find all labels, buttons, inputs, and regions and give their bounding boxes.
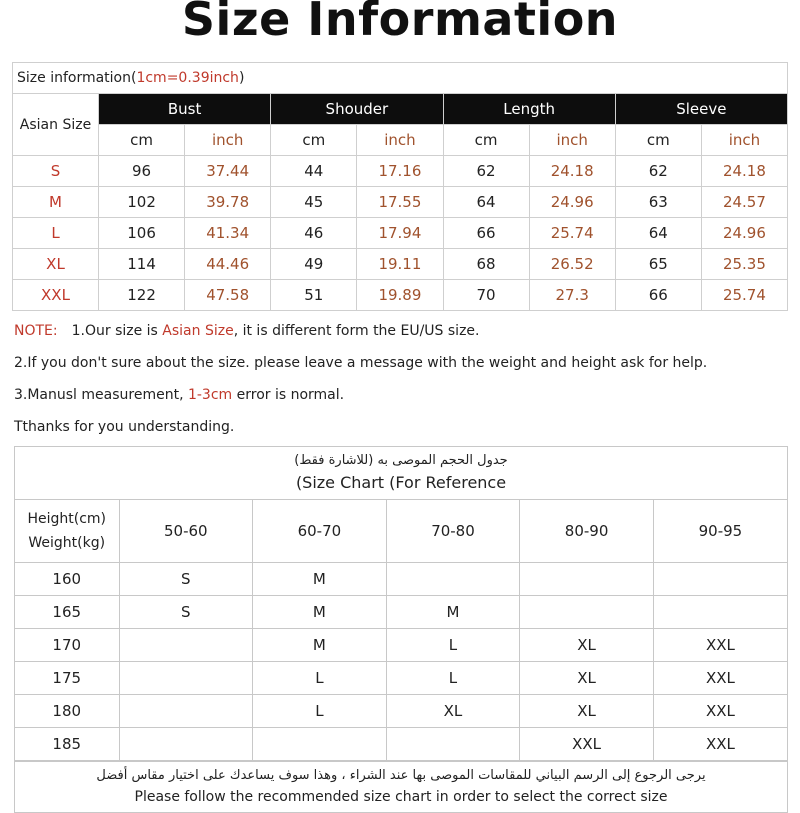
size-table-section bbox=[12, 62, 788, 311]
reference-title-english: (Size Chart (For Reference bbox=[295, 473, 507, 492]
height-cell: 180 bbox=[15, 695, 119, 728]
footer-english: Please follow the recommended size chart in order to select the correct size bbox=[134, 789, 668, 805]
shoulder-cm-cell: 51 bbox=[271, 280, 357, 311]
length-inch-cell: 24.96 bbox=[529, 187, 615, 218]
shoulder-cm-cell: 46 bbox=[271, 218, 357, 249]
size-cell: XXL bbox=[13, 280, 99, 311]
unit-cm: cm bbox=[99, 125, 185, 156]
recommended-size-cell bbox=[520, 596, 654, 629]
reference-chart-footer bbox=[15, 761, 787, 812]
length-inch-cell: 27.3 bbox=[529, 280, 615, 311]
recommended-size-cell: XXL bbox=[653, 629, 787, 662]
shoulder-inch-cell: 19.11 bbox=[357, 249, 443, 280]
reference-chart-section bbox=[14, 446, 788, 813]
bust-inch-cell: 39.78 bbox=[185, 187, 271, 218]
recommended-size-cell: L bbox=[253, 695, 387, 728]
bust-cm-cell: 102 bbox=[99, 187, 185, 218]
unit-cm: cm bbox=[271, 125, 357, 156]
sleeve-cm-cell: 65 bbox=[615, 249, 701, 280]
recommended-size-cell: L bbox=[386, 629, 520, 662]
recommended-size-cell bbox=[119, 662, 253, 695]
height-label: Height(cm) bbox=[27, 511, 107, 527]
reference-row bbox=[15, 563, 787, 596]
note-3-prefix: 3.Manusl measurement, bbox=[14, 387, 188, 403]
bust-cm-cell: 96 bbox=[99, 156, 185, 187]
size-table-row bbox=[13, 218, 788, 249]
recommended-size-cell bbox=[253, 728, 387, 761]
sleeve-header: Sleeve bbox=[615, 94, 787, 125]
recommended-size-cell: S bbox=[119, 596, 253, 629]
note-3-highlight: 1-3cm bbox=[187, 387, 233, 403]
recommended-size-cell: M bbox=[253, 629, 387, 662]
size-table-row bbox=[13, 280, 788, 311]
recommended-size-cell: M bbox=[386, 596, 520, 629]
recommended-size-cell bbox=[119, 629, 253, 662]
sleeve-inch-cell: 25.74 bbox=[701, 280, 787, 311]
caption-prefix: Size information( bbox=[17, 70, 137, 86]
shoulder-header: Shouder bbox=[271, 94, 443, 125]
length-cm-cell: 62 bbox=[443, 156, 529, 187]
reference-row bbox=[15, 662, 787, 695]
shoulder-inch-cell: 17.94 bbox=[357, 218, 443, 249]
recommended-size-cell: XL bbox=[520, 662, 654, 695]
weight-range: 80-90 bbox=[520, 500, 654, 563]
recommended-size-cell: XXL bbox=[520, 728, 654, 761]
recommended-size-cell: XL bbox=[386, 695, 520, 728]
bust-header: Bust bbox=[99, 94, 271, 125]
bust-cm-cell: 114 bbox=[99, 249, 185, 280]
length-cm-cell: 70 bbox=[443, 280, 529, 311]
sleeve-cm-cell: 62 bbox=[615, 156, 701, 187]
size-table bbox=[12, 93, 788, 311]
recommended-size-cell bbox=[653, 596, 787, 629]
reference-row bbox=[15, 728, 787, 761]
height-cell: 185 bbox=[15, 728, 119, 761]
footer-arabic: يرجى الرجوع إلى الرسم البياني للمقاسات الموصى بها عند الشراء ، وهذا سوف يساعدك على اختيار مقاس أفضل bbox=[96, 768, 706, 783]
length-cm-cell: 68 bbox=[443, 249, 529, 280]
asian-size-header: Asian Size bbox=[13, 94, 99, 156]
shoulder-cm-cell: 45 bbox=[271, 187, 357, 218]
weight-label: Weight(kg) bbox=[28, 535, 106, 551]
note-3-suffix: error is normal. bbox=[232, 387, 345, 403]
notes-section bbox=[14, 318, 790, 446]
weight-range: 50-60 bbox=[119, 500, 253, 563]
recommended-size-cell bbox=[119, 695, 253, 728]
recommended-size-cell: M bbox=[253, 563, 387, 596]
note-label: NOTE: bbox=[14, 323, 58, 339]
bust-cm-cell: 122 bbox=[99, 280, 185, 311]
sleeve-inch-cell: 24.96 bbox=[701, 218, 787, 249]
bust-cm-cell: 106 bbox=[99, 218, 185, 249]
shoulder-inch-cell: 19.89 bbox=[357, 280, 443, 311]
length-cm-cell: 66 bbox=[443, 218, 529, 249]
note-1-prefix: 1.Our size is bbox=[71, 323, 163, 339]
weight-range: 90-95 bbox=[653, 500, 787, 563]
thanks-text: Tthanks for you understanding. bbox=[14, 419, 235, 435]
unit-cm: cm bbox=[443, 125, 529, 156]
bust-inch-cell: 37.44 bbox=[185, 156, 271, 187]
sleeve-inch-cell: 24.57 bbox=[701, 187, 787, 218]
recommended-size-cell bbox=[119, 728, 253, 761]
size-cell: L bbox=[13, 218, 99, 249]
reference-row bbox=[15, 629, 787, 662]
length-header: Length bbox=[443, 94, 615, 125]
note-1-suffix: , it is different form the EU/US size. bbox=[233, 323, 480, 339]
weight-range: 60-70 bbox=[253, 500, 387, 563]
sleeve-cm-cell: 63 bbox=[615, 187, 701, 218]
weight-range: 70-80 bbox=[386, 500, 520, 563]
shoulder-cm-cell: 44 bbox=[271, 156, 357, 187]
reference-chart-table bbox=[15, 500, 787, 761]
recommended-size-cell: XXL bbox=[653, 662, 787, 695]
height-cell: 165 bbox=[15, 596, 119, 629]
size-cell: S bbox=[13, 156, 99, 187]
recommended-size-cell: XL bbox=[520, 629, 654, 662]
recommended-size-cell: L bbox=[386, 662, 520, 695]
recommended-size-cell bbox=[386, 728, 520, 761]
note-1 bbox=[14, 318, 790, 350]
reference-chart-header bbox=[15, 447, 787, 500]
note-3 bbox=[14, 382, 790, 414]
unit-inch: inch bbox=[185, 125, 271, 156]
page-title: Size Information bbox=[181, 0, 619, 46]
length-inch-cell: 25.74 bbox=[529, 218, 615, 249]
recommended-size-cell: XXL bbox=[653, 695, 787, 728]
reference-row bbox=[15, 596, 787, 629]
size-cell: XL bbox=[13, 249, 99, 280]
length-cm-cell: 64 bbox=[443, 187, 529, 218]
recommended-size-cell bbox=[653, 563, 787, 596]
sleeve-cm-cell: 64 bbox=[615, 218, 701, 249]
bust-inch-cell: 47.58 bbox=[185, 280, 271, 311]
shoulder-inch-cell: 17.16 bbox=[357, 156, 443, 187]
size-table-caption bbox=[12, 62, 788, 93]
length-inch-cell: 26.52 bbox=[529, 249, 615, 280]
unit-inch: inch bbox=[357, 125, 443, 156]
recommended-size-cell bbox=[386, 563, 520, 596]
size-table-row bbox=[13, 187, 788, 218]
shoulder-inch-cell: 17.55 bbox=[357, 187, 443, 218]
unit-inch: inch bbox=[701, 125, 787, 156]
height-cell: 160 bbox=[15, 563, 119, 596]
height-cell: 170 bbox=[15, 629, 119, 662]
sleeve-inch-cell: 24.18 bbox=[701, 156, 787, 187]
sleeve-cm-cell: 66 bbox=[615, 280, 701, 311]
recommended-size-cell: XXL bbox=[653, 728, 787, 761]
bust-inch-cell: 44.46 bbox=[185, 249, 271, 280]
reference-title-arabic: جدول الحجم الموصى به (للاشارة فقط) bbox=[294, 453, 508, 468]
recommended-size-cell: XL bbox=[520, 695, 654, 728]
height-cell: 175 bbox=[15, 662, 119, 695]
sleeve-inch-cell: 25.35 bbox=[701, 249, 787, 280]
reference-row bbox=[15, 695, 787, 728]
size-table-row bbox=[13, 249, 788, 280]
caption-conversion: 1cm=0.39inch bbox=[136, 70, 239, 86]
size-table-row bbox=[13, 156, 788, 187]
note-1-highlight: Asian Size bbox=[162, 323, 234, 339]
bust-inch-cell: 41.34 bbox=[185, 218, 271, 249]
unit-inch: inch bbox=[529, 125, 615, 156]
recommended-size-cell: L bbox=[253, 662, 387, 695]
note-2: 2.If you don't sure about the size. please leave a message with the weight and height ask for help. bbox=[14, 355, 708, 371]
recommended-size-cell: M bbox=[253, 596, 387, 629]
size-cell: M bbox=[13, 187, 99, 218]
caption-suffix: ) bbox=[238, 70, 245, 86]
height-weight-header bbox=[15, 500, 119, 563]
recommended-size-cell: S bbox=[119, 563, 253, 596]
unit-cm: cm bbox=[615, 125, 701, 156]
recommended-size-cell bbox=[520, 563, 654, 596]
length-inch-cell: 24.18 bbox=[529, 156, 615, 187]
shoulder-cm-cell: 49 bbox=[271, 249, 357, 280]
